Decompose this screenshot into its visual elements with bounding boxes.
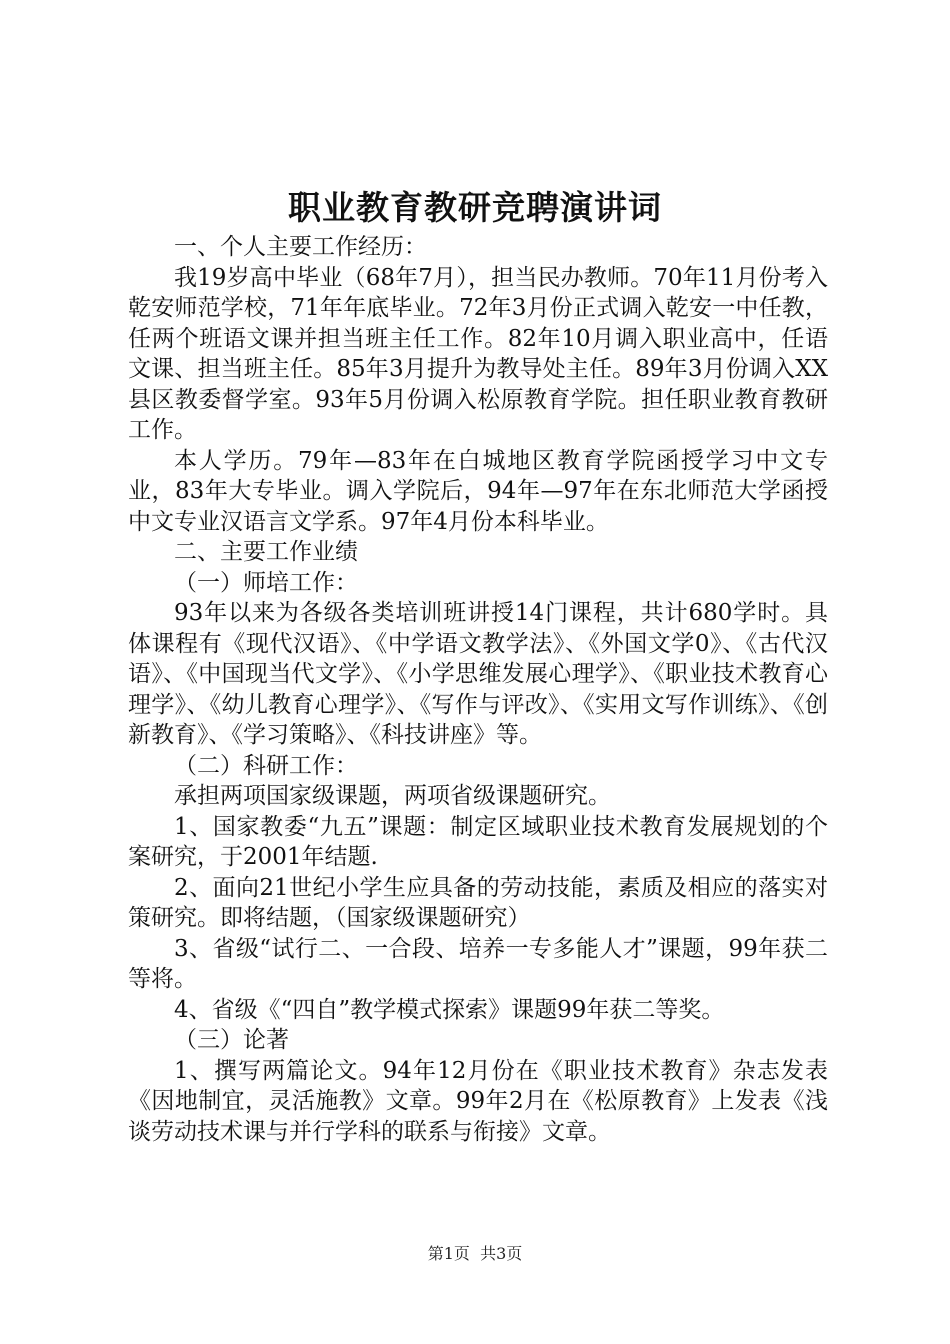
document-body [128, 232, 828, 1147]
page-footer [0, 1243, 950, 1265]
document-title: 职业教育教研竞聘演讲词 [288, 188, 662, 227]
page-number: 第1页 [427, 1244, 470, 1263]
body-paragraph: 1、国家教委“九五”课题：制定区域职业技术教育发展规划的个案研究，于2001年结题. [128, 813, 828, 870]
page-total: 共3页 [480, 1244, 523, 1263]
body-paragraph: 本人学历。79年—83年在白城地区教育学院函授学习中文专业，83年大专毕业。调入学院后，94年—97年在东北师范大学函授中文专业汉语言文学系。97年4月份本科毕业。 [128, 447, 828, 535]
subsection-heading: （一）师培工作： [174, 569, 358, 596]
body-paragraph: 承担两项国家级课题，两项省级课题研究。 [174, 783, 611, 809]
section-heading: 二、主要工作业绩 [174, 539, 358, 565]
section-heading: 一、个人主要工作经历： [174, 234, 427, 260]
body-paragraph: 2、面向21世纪小学生应具备的劳动技能，素质及相应的落实对策研究。即将结题，（国家级课题研究） [128, 874, 828, 931]
body-paragraph: 3、省级“试行二、一合段、培养一专多能人才”课题，99年获二等将。 [128, 935, 828, 992]
body-paragraph: 93年以来为各级各类培训班讲授14门课程，共计680学时。具体课程有《现代汉语》、《中学语文教学法》、《外国文学0》、《古代汉语》、《中国现当代文学》、《小学思维发展心理学》、《职业技术教育心理学》、《幼儿教育心理学》、《写作与评改》、《实用文写作训练》、《创新教育》、《学习策略》、《科技讲座》等。 [128, 600, 828, 748]
subsection-heading: （二）科研工作： [174, 752, 358, 779]
body-paragraph: 1、撰写两篇论文。94年12月份在《职业技术教育》杂志发表《因地制宜，灵活施教》文章。99年2月在《松原教育》上发表《浅谈劳动技术课与并行学科的联系与衔接》文章。 [128, 1057, 828, 1145]
body-paragraph: 我19岁高中毕业（68年7月），担当民办教师。70年11月份考入乾安师范学校，71年年底毕业。72年3月份正式调入乾安一中任教，任两个班语文课并担当班主任工作。82年10月调入职业高中，任语文课、担当班主任。85年3月提升为教导处主任。89年3月份调入XX县区教委督学室。93年5月份调入松原教育学院。担任职业教育教研工作。 [128, 264, 828, 443]
subsection-heading: （三）论著 [174, 1027, 289, 1053]
body-paragraph: 4、省级《“四自”教学模式探索》课题99年获二等奖。 [174, 996, 725, 1023]
